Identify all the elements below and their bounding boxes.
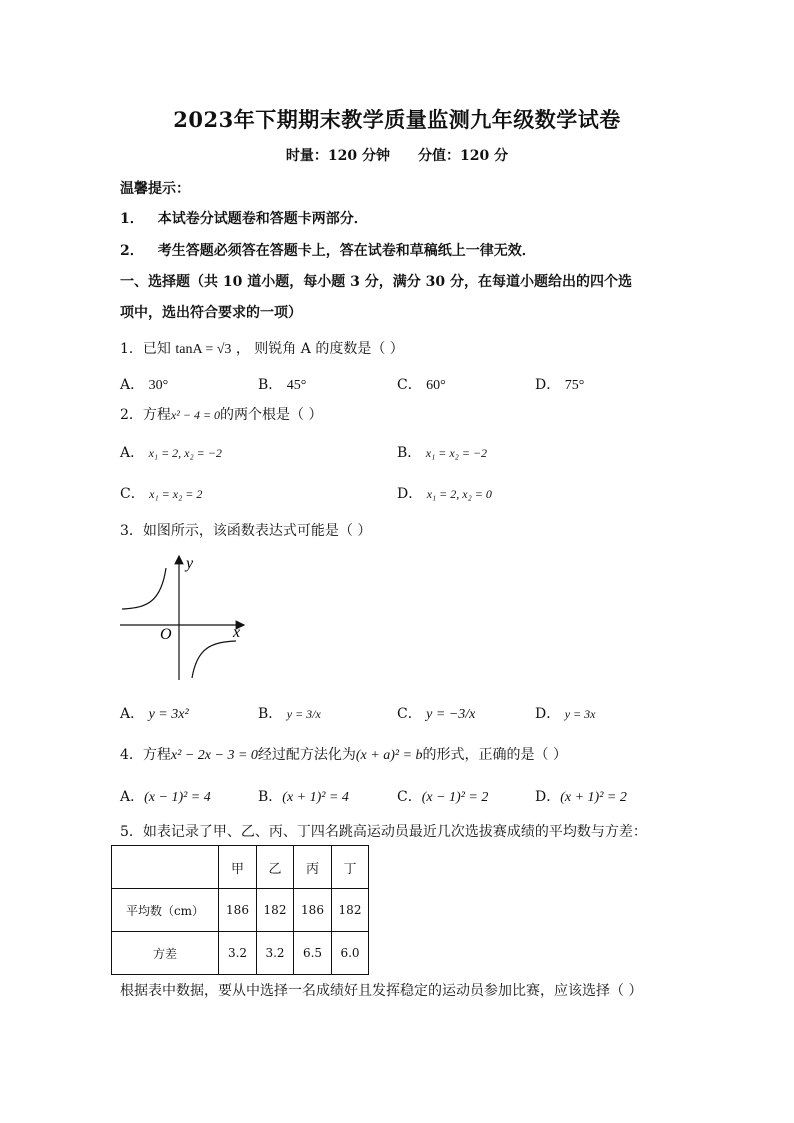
q1-option-a: A． 30° — [120, 377, 169, 393]
tip-item-2: 2． 考生答题必须答在答题卡上，答在试卷和草稿纸上一律无效． — [120, 243, 536, 259]
y-axis-label: y — [186, 555, 194, 572]
q4-expression-1: x² − 2x − 3 = 0 — [170, 748, 258, 763]
q1-option-d: D． 75° — [535, 377, 585, 393]
table-header-bing: 丙 — [294, 846, 332, 889]
exam-score: 分值：120 分 — [418, 148, 509, 164]
q3-option-b: B． y = 3/x — [258, 706, 321, 722]
exam-meta — [0, 145, 794, 165]
question-1: 1．已知 tanA = √3 ， 则锐角 A 的度数是（ ） — [120, 341, 404, 357]
question-3: 3．如图所示，该函数表达式可能是（ ） — [120, 523, 372, 539]
q4-option-d: D．(x + 1)² = 2 — [535, 789, 627, 805]
q4-option-a: A．(x − 1)² = 4 — [120, 789, 211, 805]
page-title: 2023年下期期末教学质量监测九年级数学试卷 — [173, 107, 621, 132]
function-graph — [112, 550, 252, 685]
table-row — [112, 932, 369, 975]
table-header-empty — [112, 846, 219, 889]
q2-option-a: A． x₁ = 2, x₂ = −2 — [120, 445, 222, 461]
table-row — [112, 889, 369, 932]
table-cell: 186 — [294, 889, 332, 932]
q4-option-b: B．(x + 1)² = 4 — [258, 789, 349, 805]
question-2: 2．方程x² − 4 = 0的两个根是（ ） — [120, 407, 323, 423]
table-cell: 6.5 — [294, 932, 332, 975]
q1-expression: tanA = √3 — [175, 342, 232, 357]
table-header-jia: 甲 — [219, 846, 257, 889]
question-5: 5．如表记录了甲、乙、丙、丁四名跳高运动员最近几次选拔赛成绩的平均数与方差： — [120, 824, 647, 840]
q3-option-a: A． y = 3x² — [120, 706, 189, 722]
curve-branch-left — [122, 568, 166, 609]
q3-option-c: C． y = −3/x — [397, 706, 476, 722]
row-label-variance: 方差 — [112, 932, 219, 975]
table-cell: 3.2 — [219, 932, 257, 975]
table-cell: 3.2 — [257, 932, 294, 975]
score-table — [111, 845, 369, 975]
q2-option-d: D． x₁ = 2, x₂ = 0 — [397, 486, 492, 502]
q1-option-b: B． 45° — [258, 377, 307, 393]
table-cell: 182 — [332, 889, 369, 932]
table-header-row — [112, 846, 369, 889]
x-axis-label: x — [233, 624, 241, 641]
table-header-yi: 乙 — [257, 846, 294, 889]
q3-option-d: D． y = 3x — [535, 706, 596, 722]
table-header-ding: 丁 — [332, 846, 369, 889]
table-cell: 186 — [219, 889, 257, 932]
q2-expression: x² − 4 = 0 — [170, 408, 221, 422]
table-cell: 6.0 — [332, 932, 369, 975]
tip-item-1: 1． 本试卷分试题卷和答题卡两部分． — [120, 211, 368, 227]
question-5-prompt: 根据表中数据，要从中选择一名成绩好且发挥稳定的运动员参加比赛，应该选择（ ） — [120, 983, 643, 999]
q1-option-c: C． 60° — [397, 377, 446, 393]
q2-option-c: C． x₁ = x₂ = 2 — [120, 486, 203, 502]
section-heading-line2: 项中，选出符合要求的一项） — [120, 305, 302, 321]
exam-time: 时量：120 分钟 — [285, 148, 390, 164]
row-label-mean: 平均数（cm） — [112, 889, 219, 932]
q4-option-c: C．(x − 1)² = 2 — [397, 789, 489, 805]
q2-option-b: B． x₁ = x₂ = −2 — [397, 445, 488, 461]
table-cell: 182 — [257, 889, 294, 932]
q4-expression-2: (x + a)² = b — [355, 748, 423, 763]
tips-heading: 温馨提示： — [120, 181, 190, 197]
section-heading-line1: 一、选择题（共 10 道小题，每小题 3 分，满分 30 分，在每道小题给出的四个选 — [120, 274, 632, 290]
question-4: 4．方程x² − 2x − 3 = 0经过配方法化为(x + a)² = b的形式，正确的是（ ） — [120, 747, 567, 763]
curve-branch-right — [192, 641, 236, 678]
origin-label: O — [160, 626, 172, 643]
